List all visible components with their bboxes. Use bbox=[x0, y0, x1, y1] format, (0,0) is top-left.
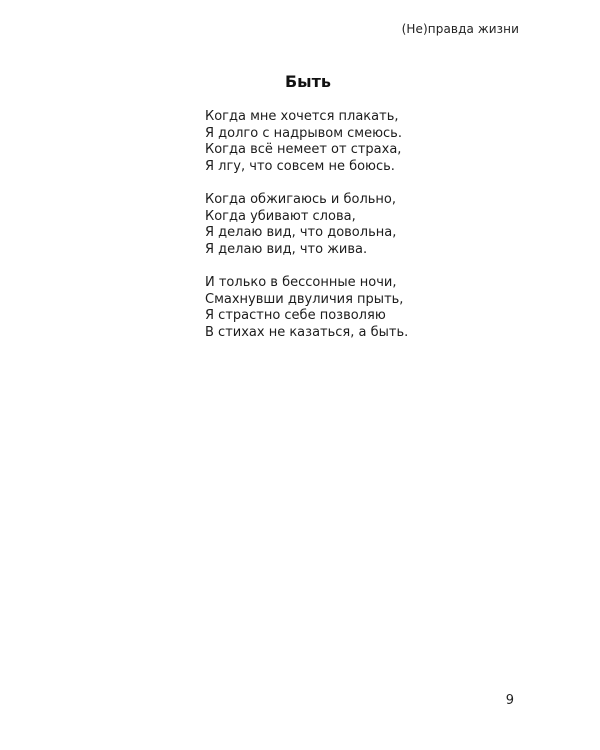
stanza-1 bbox=[205, 109, 600, 175]
page-number: 9 bbox=[505, 693, 514, 708]
poem-line: Когда всё немеет от страха, bbox=[205, 142, 402, 157]
poem-line: Я делаю вид, что довольна, bbox=[205, 225, 397, 240]
running-header: (Не)правда жизни bbox=[401, 22, 519, 36]
poem-line: Когда обжигаюсь и больно, bbox=[205, 192, 397, 207]
poem-line: И только в бессонные ночи, bbox=[205, 275, 397, 290]
poem-line: Я долго с надрывом смеюсь. bbox=[205, 125, 402, 141]
stanza-2 bbox=[205, 192, 600, 258]
poem-line: Я страстно себе позволяю bbox=[205, 308, 386, 323]
poem-line: Я лгу, что совсем не боюсь. bbox=[205, 158, 395, 174]
poem-line: Когда мне хочется плакать, bbox=[205, 109, 399, 124]
poem-line: Я делаю вид, что жива. bbox=[205, 241, 368, 257]
poem-title: Быть bbox=[284, 72, 332, 91]
stanza-3 bbox=[205, 275, 600, 341]
poem-line: Когда убивают слова, bbox=[205, 208, 356, 224]
poem-line: В стихах не казаться, а быть. bbox=[205, 324, 409, 340]
poem bbox=[0, 72, 600, 358]
poem-line: Смахнувши двуличия прыть, bbox=[205, 291, 404, 307]
